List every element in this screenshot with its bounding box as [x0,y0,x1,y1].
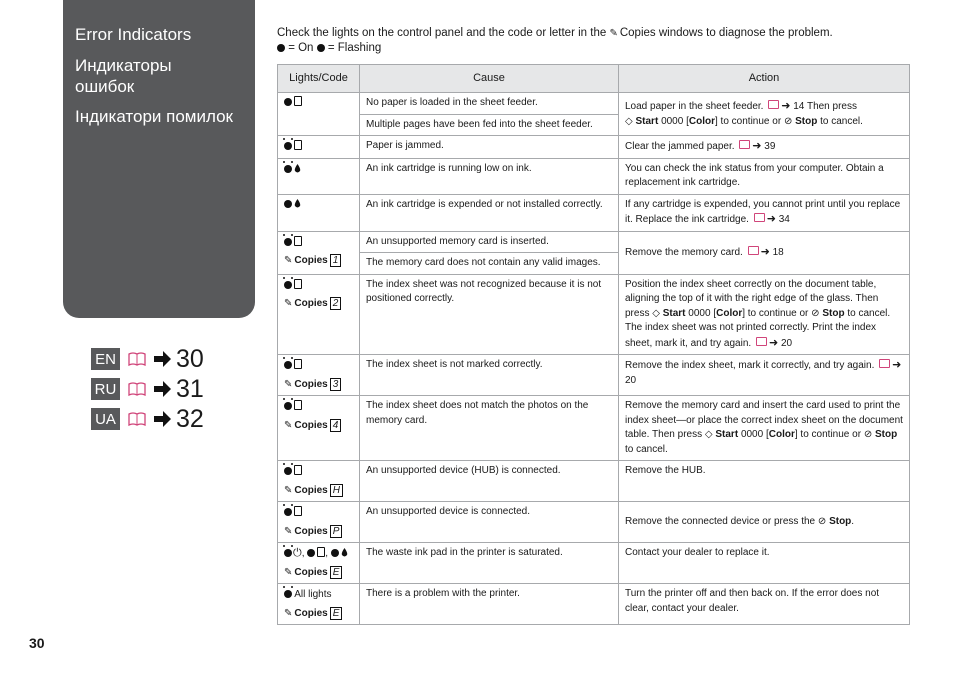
copies-icon: ✎ [284,566,293,578]
lights-cell [278,194,360,231]
cause-cell: The waste ink pad in the printer is saturated. [360,543,619,584]
action-cell: Load paper in the sheet feeder. ➜ 14 Then press ◇ Start 0000 [Color] to continue or ⊘ Stop to cancel. [619,93,910,136]
book-icon [739,140,750,149]
action-cell: Contact your dealer to replace it. [619,543,910,584]
action-end: to cancel. [625,443,668,455]
table-row [278,502,910,543]
action-cell [619,231,910,274]
action-ref: 18 [772,246,784,258]
color-label: Color [688,115,715,127]
stop-icon: ⊘ [863,429,873,440]
action-text: Position the index sheet correctly on the document table, aligning the top of it with the right edge of the glass. Then press [625,278,879,319]
start-icon: ◇ [652,307,660,319]
light-flashing-icon [284,142,292,150]
action-ref: 34 [778,214,790,225]
table-row [278,158,910,194]
copies-label: Copies [294,419,328,431]
paper-icon [294,236,302,246]
copies-icon: ✎ [284,525,293,537]
paper-icon [294,140,302,150]
book-icon [754,213,765,222]
action-cell: Position the index sheet correctly on the document table, aligning the top of it with the right edge of the glass. Then press ◇ Start 0000 [Color] to continue or ⊘ Stop to cancel. The index sheet was not printed correctly. Print the index sheet, mark it, and try again. ➜ 20 [619,274,910,355]
copies-label: Copies [294,378,328,390]
action-cell [619,194,910,231]
light-on-icon [307,549,315,557]
book-icon [128,412,146,426]
light-on-icon [331,549,339,557]
arrow-right-icon [152,409,172,429]
error-code: 2 [330,297,342,310]
action-cell [619,136,910,159]
start-label: Start [635,115,659,127]
table-header-row [278,65,910,93]
cause-cell: An ink cartridge is running low on ink. [360,158,619,194]
copies-label: Copies [294,484,328,496]
action-text: Remove the index sheet, mark it correctly, and try again. [625,360,875,371]
lang-ref-en[interactable] [91,346,204,372]
arrow-right-icon: ➜ [892,359,902,371]
paper-icon [294,400,302,410]
lang-badge-en: EN [91,348,120,370]
book-icon [128,352,146,366]
arrow-right-icon: ➜ [768,336,779,349]
book-icon [748,246,759,255]
lang-page-ru: 31 [176,374,204,403]
power-icon: ⏻ [293,547,302,559]
book-icon [768,100,779,109]
copies-label: Copies [294,298,328,309]
arrow-right-icon: ➜ [760,245,770,258]
copies-icon: ✎ [284,378,293,390]
action-cell: You can check the ink status from your computer. Obtain a replacement ink cartridge. [619,158,910,194]
table-row [278,136,910,159]
header-lights-code: Lights/Code [278,65,360,93]
lang-badge-ua: UA [91,408,120,430]
copies-icon: ✎ [284,484,293,496]
light-flashing-icon [284,508,292,516]
copies-label: Copies [294,525,328,537]
copies-icon: ✎ [284,298,293,309]
action-text-2: to cancel. The index sheet was not printed correctly. Print the index sheet, mark it, and try again. [625,307,891,349]
paper-icon [294,359,302,369]
color-label: Color [768,429,795,440]
legend-on: = On [288,42,314,54]
start-digits: 0000 [688,307,711,319]
cause-cell: The memory card does not contain any valid images. [360,253,619,275]
copies-label: Copies [294,607,328,619]
cause-cell: The index sheet does not match the photos on the memory card. [360,396,619,461]
light-on-icon [284,98,292,106]
action-ref: 14 Then press [793,101,857,112]
copies-icon: ✎ [284,255,293,266]
action-ref: 20 [780,337,793,349]
lights-cell [278,158,360,194]
ink-drop-icon [294,199,301,208]
stop-icon: ⊘ [811,307,820,319]
stop-icon: ⊘ [783,115,793,127]
book-icon [128,382,146,396]
error-code: E [330,566,343,579]
cause-cell: The index sheet was not recognized because it is not positioned correctly. [360,274,619,355]
ink-drop-icon [294,164,301,173]
error-code: P [330,525,343,538]
table-row [278,355,910,396]
header-cause: Cause [360,65,619,93]
action-ref: 39 [764,141,776,152]
cause-cell: Multiple pages have been fed into the sheet feeder. [360,114,619,136]
stop-label: Stop [822,307,845,319]
all-lights-label: All lights [294,589,332,600]
light-flashing-icon [284,165,292,173]
lang-ref-ua[interactable] [91,406,204,432]
light-flashing-icon [284,281,292,289]
light-flashing-icon [284,590,292,598]
arrow-right-icon: ➜ [752,140,762,152]
start-icon: ◇ [704,429,713,440]
book-icon [756,337,767,346]
cause-cell: An ink cartridge is expended or not installed correctly. [360,194,619,231]
action-cell: Remove the connected device or press the ⊘ Stop. [619,502,910,543]
error-code: H [330,484,343,497]
cause-cell: The index sheet is not marked correctly. [360,355,619,396]
lights-cell [278,274,360,355]
table-row [278,461,910,502]
action-text: If any cartridge is expended, you cannot print until you replace it. Replace the ink cartridge. [625,198,901,225]
start-digits: 0000 [661,115,684,127]
action-mid: to continue or [720,115,782,127]
lights-cell [278,396,360,461]
action-text: Remove the memory card and insert the card used to print the index sheet—or place the correct index sheet on the document table. Then press [625,400,903,440]
lang-page-en: 30 [176,344,204,373]
cause-cell: Paper is jammed. [360,136,619,159]
stop-label: Stop [874,429,898,440]
lang-page-ua: 32 [176,404,204,433]
lights-cell [278,584,360,625]
table-row [278,231,910,253]
light-flashing-icon [284,549,292,557]
ink-drop-icon [341,548,348,557]
action-mid: to continue or [747,307,809,319]
action-text: Remove the connected device or press the [625,515,816,527]
action-ref: 20 [625,374,637,386]
title-en: Error Indicators [75,25,192,44]
cause-cell: There is a problem with the printer. [360,584,619,625]
copies-label: Copies [294,255,328,266]
arrow-right-icon [152,379,172,399]
cause-cell: An unsupported device (HUB) is connected. [360,461,619,502]
light-flashing-icon [284,361,292,369]
intro-line1-prefix: Check the lights on the control panel and the code or letter in the [277,27,607,39]
table-row [278,194,910,231]
action-cell: Turn the printer off and then back on. If the error does not clear, contact your dealer. [619,584,910,625]
cause-cell: An unsupported memory card is inserted. [360,231,619,253]
error-indicator-table [277,64,910,625]
action-cell [619,355,910,396]
action-cell: Remove the HUB. [619,461,910,502]
arrow-right-icon [152,349,172,369]
title-ru: Индикаторы ошибок [75,56,172,96]
cause-cell: An unsupported device is connected. [360,502,619,543]
copies-icon: ✎ [284,419,293,431]
start-digits: 0000 [740,429,764,440]
lights-cell [278,231,360,274]
light-on-icon [277,44,285,52]
copies-icon: ✎ [284,607,293,619]
table-row [278,543,910,584]
intro-line1-suffix: Copies windows to diagnose the problem. [619,27,833,39]
paper-icon [317,547,325,557]
error-code: 1 [330,254,342,267]
copies-icon: ✎ [609,28,618,39]
action-mid: to continue or [800,429,862,440]
lights-cell [278,93,360,136]
paper-icon [294,96,302,106]
action-text: Clear the jammed paper. [625,141,735,152]
legend-flashing: = Flashing [327,42,382,54]
action-text: Load paper in the sheet feeder. [625,101,764,112]
table-row [278,93,910,115]
table-row [278,396,910,461]
lights-cell [278,136,360,159]
action-text: Remove the memory card. [625,246,743,258]
start-icon: ◇ [625,115,633,127]
stop-icon: ⊘ [817,515,827,527]
error-code: 3 [330,378,342,391]
book-icon [879,359,890,368]
stop-label: Stop [829,515,852,527]
sidebar-panel [63,0,255,318]
start-label: Start [662,307,686,319]
stop-label: Stop [795,115,818,127]
page-number: 30 [29,635,45,651]
copies-label: Copies [294,566,328,578]
table-row [278,584,910,625]
header-action: Action [619,65,910,93]
paper-icon [294,465,302,475]
start-label: Start [715,429,739,440]
light-flashing-icon [284,467,292,475]
lang-ref-ru[interactable] [91,376,204,402]
light-flashing-icon [317,44,325,52]
cause-cell: No paper is loaded in the sheet feeder. [360,93,619,115]
paper-icon [294,279,302,289]
lights-cell [278,502,360,543]
action-end: to cancel. [820,115,863,127]
lights-cell [278,461,360,502]
table-row [278,274,910,355]
intro-text [277,26,917,55]
lights-cell [278,355,360,396]
light-on-icon [284,200,292,208]
error-code: 4 [330,419,342,432]
light-flashing-icon [284,238,292,246]
error-code: E [330,607,343,620]
lang-badge-ru: RU [91,378,120,400]
action-cell: Remove the memory card and insert the card used to print the index sheet—or place the correct index sheet on the document table. Then press ◇ Start 0000 [Color] to continue or ⊘ Stop to cancel. [619,396,910,461]
lights-cell: ⏻, , ✎ Copies E [278,543,360,584]
light-flashing-icon [284,402,292,410]
color-label: Color [716,307,743,319]
paper-icon [294,506,302,516]
arrow-right-icon: ➜ [766,213,776,225]
title-ua: Індикатори помилок [75,107,233,126]
arrow-right-icon: ➜ [781,100,791,112]
